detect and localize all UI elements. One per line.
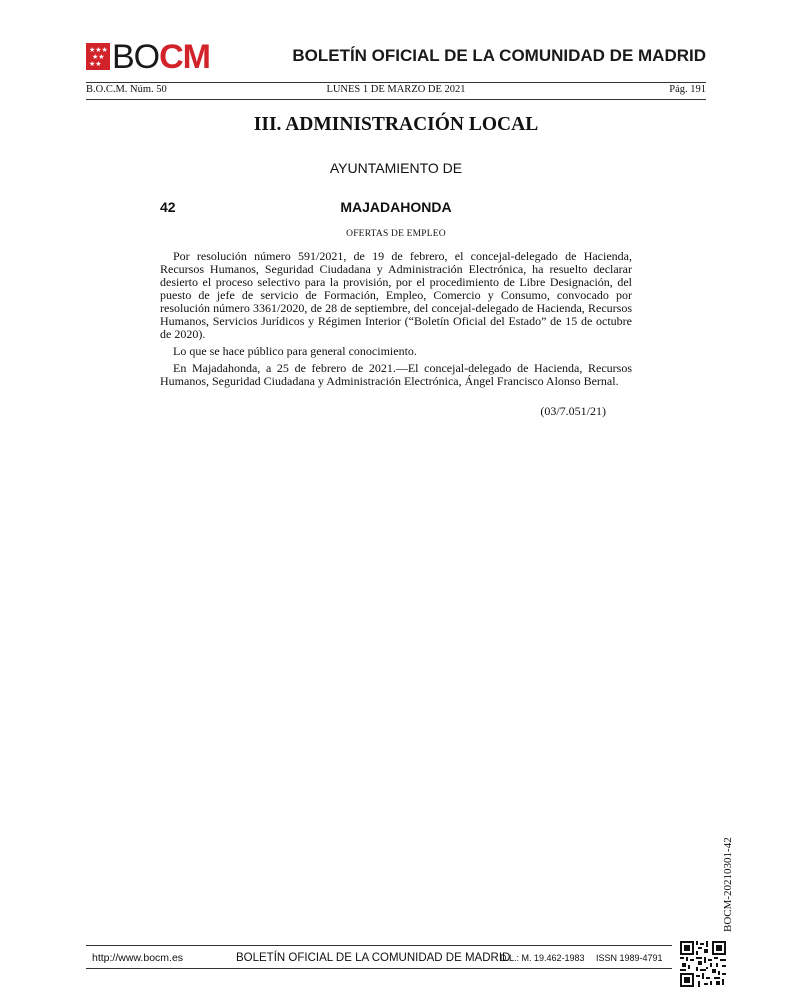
page-footer xyxy=(86,952,672,966)
issue-date: LUNES 1 DE MARZO DE 2021 xyxy=(326,84,466,95)
body-paragraph: Lo que se hace público para general conocimiento. xyxy=(173,344,417,358)
announcement-reference: (03/7.051/21) xyxy=(540,404,606,418)
ayuntamiento-heading: AYUNTAMIENTO DE xyxy=(329,160,463,176)
footer-rule xyxy=(86,945,672,946)
footer-legal-deposit: D.L.: M. 19.462-1983 xyxy=(500,953,585,963)
footer-issn: ISSN 1989-4791 xyxy=(596,953,663,963)
footer-title: BOLETÍN OFICIAL DE LA COMUNIDAD DE MADRID xyxy=(236,952,511,964)
section-title: III. ADMINISTRACIÓN LOCAL xyxy=(253,114,539,135)
qr-code-icon xyxy=(680,941,726,987)
body-paragraph: En Majadahonda, a 25 de febrero de 2021.—El concejal-delegado de Hacienda, Recursos Humanos, Seguridad Ciudadana y Administración Electrónica, Ángel Francisco Alonso Bernal. xyxy=(160,361,632,388)
body-paragraph: Por resolución número 591/2021, de 19 de febrero, el concejal-delegado de Hacienda, Recursos Humanos, Seguridad Ciudadana y Administración Electrónica, ha resuelto declarar desierto el proceso selectivo para la provisión, por el procedimiento de Libre Designación, del puesto de jefe de servicio de Formación, Empleo, Comercio y Consumo, convocado por resolución número 3361/2020, de 28 de septiembre, del concejal-delegado de Hacienda, Recursos Humanos, Servicios Jurídicos y Régimen Interior (“Boletín Oficial del Estado” de 15 de octubre de 2020). xyxy=(160,249,632,341)
announcement-subheading: OFERTAS DE EMPLEO xyxy=(346,229,446,239)
announcement-body xyxy=(160,250,632,392)
bocm-logo xyxy=(86,38,211,76)
header-rule-bottom xyxy=(86,99,706,100)
footer-rule-bottom xyxy=(86,968,672,969)
municipality-name: MAJADAHONDA xyxy=(340,199,452,215)
issue-number: B.O.C.M. Núm. 50 xyxy=(86,84,167,95)
page-number: Pág. 191 xyxy=(669,84,706,95)
page-header xyxy=(86,84,706,98)
logo-bo-text: BO xyxy=(112,38,160,76)
madrid-flag-icon: ★★★ ★★ ★★ xyxy=(86,43,110,70)
masthead-title: BOLETÍN OFICIAL DE LA COMUNIDAD DE MADRID xyxy=(292,46,706,65)
header-rule xyxy=(86,82,706,83)
document-code: BOCM-20210301-42 xyxy=(722,837,734,932)
footer-url-link[interactable]: http://www.bocm.es xyxy=(92,952,184,964)
logo-cm-text: CM xyxy=(159,38,211,76)
announcement-number: 42 xyxy=(160,199,176,215)
